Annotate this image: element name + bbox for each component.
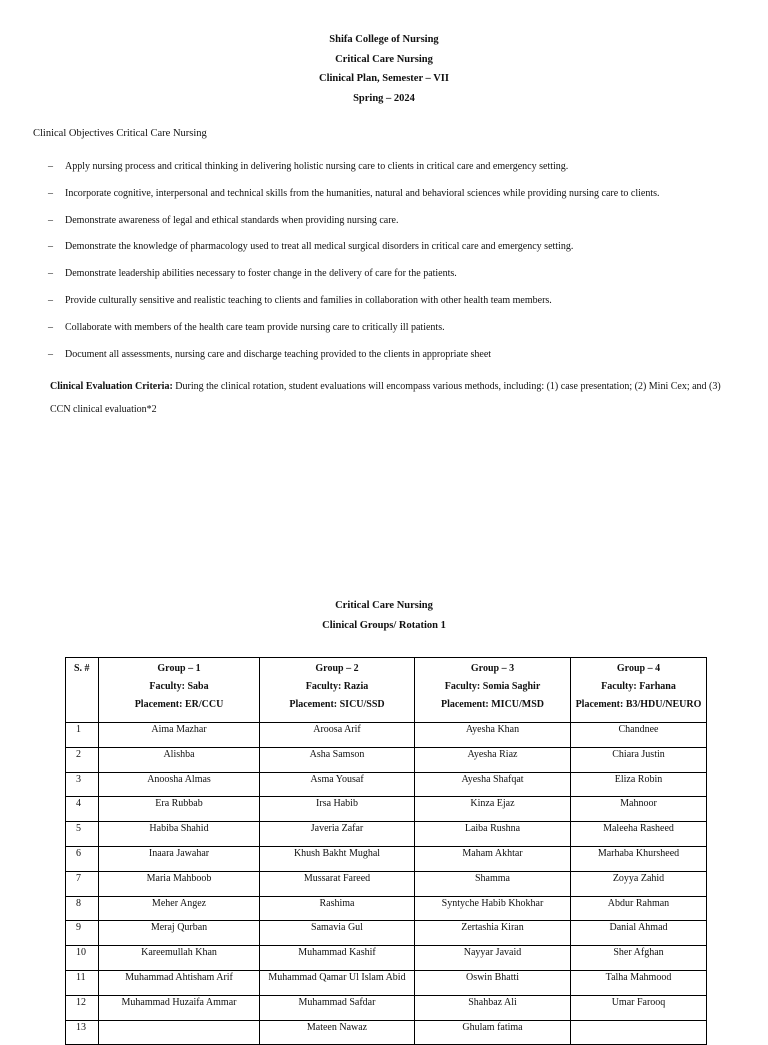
student-name-cell: Zertashia Kiran [415, 921, 571, 946]
group-label: Group – 3 [470, 663, 515, 674]
criteria-label: Clinical Evaluation Criteria: [50, 381, 173, 392]
student-name-cell: Mussarat Fareed [260, 871, 415, 896]
row-number-cell: 8 [66, 896, 99, 921]
table-row [66, 747, 707, 772]
student-name-cell: Umar Farooq [571, 995, 707, 1020]
student-name-cell: Danial Ahmad [571, 921, 707, 946]
placement-label: Placement: B3/HDU/NEURO [575, 699, 702, 710]
table-row [66, 797, 707, 822]
student-name-cell: Chiara Justin [571, 747, 707, 772]
student-name-cell: Laiba Rushna [415, 822, 571, 847]
row-number-cell: 1 [66, 723, 99, 748]
row-number-cell: 7 [66, 871, 99, 896]
table-subtitle: Clinical Groups/ Rotation 1 [322, 620, 446, 631]
student-name-cell: Irsa Habib [260, 797, 415, 822]
row-number-cell: 9 [66, 921, 99, 946]
student-name-cell: Inaara Jawahar [99, 846, 260, 871]
objective-item: – Demonstrate the knowledge of pharmacology used to treat all medical surgical disorders in critical care and emergency setting. [48, 238, 748, 265]
group-label: Group – 2 [315, 663, 359, 674]
student-name-cell: Syntyche Habib Khokhar [415, 896, 571, 921]
placement-label: Placement: SICU/SSD [289, 699, 385, 710]
student-name-cell: Ayesha Riaz [415, 747, 571, 772]
student-name-cell: Mahnoor [571, 797, 707, 822]
placement-label: Placement: MICU/MSD [440, 699, 545, 710]
student-name-cell: Eliza Robin [571, 772, 707, 797]
table-row [66, 723, 707, 748]
table-row [66, 871, 707, 896]
objective-item: – Demonstrate awareness of legal and ethical standards when providing nursing care. [48, 212, 748, 239]
faculty-label: Faculty: Farhana [601, 681, 676, 692]
group-3-header [415, 658, 571, 723]
student-name-cell: Oswin Bhatti [415, 970, 571, 995]
row-number-cell: 13 [66, 1020, 99, 1045]
objective-item: – Document all assessments, nursing care and discharge teaching provided to the clients in appropriate sheet [48, 346, 748, 373]
row-number-cell: 12 [66, 995, 99, 1020]
student-name-cell: Zoyya Zahid [571, 871, 707, 896]
student-name-cell: Samavia Gul [260, 921, 415, 946]
faculty-label: Faculty: Saba [149, 681, 209, 692]
objectives-list [48, 158, 748, 372]
placement-label: Placement: ER/CCU [134, 699, 224, 710]
student-name-cell: Abdur Rahman [571, 896, 707, 921]
table-header-row [66, 658, 707, 723]
student-name-cell: Nayyar Javaid [415, 946, 571, 971]
student-name-cell: Talha Mahmood [571, 970, 707, 995]
student-name-cell: Meraj Qurban [99, 921, 260, 946]
student-name-cell: Asma Yousaf [260, 772, 415, 797]
student-name-cell: Ayesha Shafqat [415, 772, 571, 797]
student-name-cell: Habiba Shahid [99, 822, 260, 847]
objective-item: – Collaborate with members of the health care team provide nursing care to critically ill patients. [48, 319, 748, 346]
row-number-cell: 5 [66, 822, 99, 847]
row-number-cell: 3 [66, 772, 99, 797]
table-row [66, 896, 707, 921]
student-name-cell: Era Rubbab [99, 797, 260, 822]
table-row [66, 846, 707, 871]
row-number-cell: 4 [66, 797, 99, 822]
objective-item: – Demonstrate leadership abilities necessary to foster change in the delivery of care for the patients. [48, 265, 748, 292]
student-name-cell: Ayesha Khan [415, 723, 571, 748]
student-name-cell: Mateen Nawaz [260, 1020, 415, 1045]
course-title: Critical Care Nursing [335, 53, 433, 65]
table-title-block [0, 596, 768, 636]
objectives-heading: Clinical Objectives Critical Care Nursing [33, 128, 207, 139]
student-name-cell: Javeria Zafar [260, 822, 415, 847]
table-row [66, 995, 707, 1020]
student-name-cell: Asha Samson [260, 747, 415, 772]
table-body [66, 723, 707, 1045]
student-name-cell: Shamma [415, 871, 571, 896]
student-name-cell: Maham Akhtar [415, 846, 571, 871]
evaluation-criteria [50, 375, 738, 421]
student-name-cell: Maleeha Rasheed [571, 822, 707, 847]
student-name-cell: Marhaba Khursheed [571, 846, 707, 871]
student-name-cell: Khush Bakht Mughal [260, 846, 415, 871]
student-name-cell: Alishba [99, 747, 260, 772]
faculty-label: Faculty: Somia Saghir [444, 681, 541, 692]
student-name-cell: Anoosha Almas [99, 772, 260, 797]
table-row [66, 970, 707, 995]
student-name-cell: Sher Afghan [571, 946, 707, 971]
student-name-cell: Meher Angez [99, 896, 260, 921]
student-name-cell: Kareemullah Khan [99, 946, 260, 971]
student-name-cell: Muhammad Kashif [260, 946, 415, 971]
student-name-cell: Muhammad Ahtisham Arif [99, 970, 260, 995]
criteria-text: During the clinical rotation, student evaluations will encompass various methods, including: (1) case presentation; (2) Mini Cex; and (3) CCN clinical evaluation*2 [50, 381, 721, 415]
student-name-cell: Rashima [260, 896, 415, 921]
group-label: Group – 1 [157, 663, 201, 674]
group-2-header [260, 658, 415, 723]
row-number-cell: 11 [66, 970, 99, 995]
objective-item: – Apply nursing process and critical thinking in delivering holistic nursing care to clients in critical care and emergency setting. [48, 158, 748, 185]
student-name-cell: Aima Mazhar [99, 723, 260, 748]
student-name-cell: Chandnee [571, 723, 707, 748]
college-name: Shifa College of Nursing [329, 34, 439, 45]
table-row [66, 822, 707, 847]
student-name-cell: Muhammad Huzaifa Ammar [99, 995, 260, 1020]
table-row [66, 921, 707, 946]
group-1-header [99, 658, 260, 723]
table-title: Critical Care Nursing [335, 600, 433, 611]
student-name-cell: Ghulam fatima [415, 1020, 571, 1045]
student-name-cell: Maria Mahboob [99, 871, 260, 896]
faculty-label: Faculty: Razia [305, 681, 369, 692]
document-header [0, 30, 768, 108]
objective-item: – Provide culturally sensitive and realistic teaching to clients and families in collaboration with other health team members. [48, 292, 748, 319]
student-name-cell: Shahbaz Ali [415, 995, 571, 1020]
row-number-cell: 6 [66, 846, 99, 871]
student-name-cell: Muhammad Safdar [260, 995, 415, 1020]
row-number-cell: 10 [66, 946, 99, 971]
table-row [66, 946, 707, 971]
student-name-cell: Muhammad Qamar Ul Islam Abid [260, 970, 415, 995]
sno-header: S. # [66, 658, 99, 723]
row-number-cell: 2 [66, 747, 99, 772]
student-name-cell: Aroosa Arif [260, 723, 415, 748]
objective-item: – Incorporate cognitive, interpersonal and technical skills from the humanities, natural and behavioral sciences while providing nursing care to clients. [48, 185, 748, 212]
student-name-cell: Kinza Ejaz [415, 797, 571, 822]
group-label: Group – 4 [616, 663, 661, 674]
clinical-groups-table [65, 657, 707, 1045]
table-row [66, 772, 707, 797]
group-4-header [571, 658, 707, 723]
plan-title: Clinical Plan, Semester – VII [319, 73, 449, 84]
term-title: Spring – 2024 [353, 92, 415, 104]
